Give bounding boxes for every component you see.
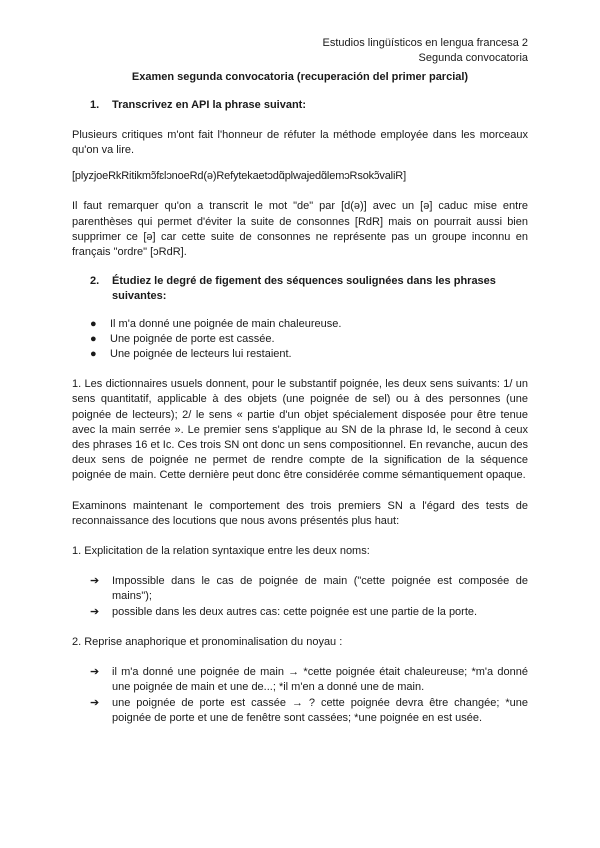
question-1-heading: [72, 98, 528, 113]
list-item: ● Une poignée de lecteurs lui restaient.: [90, 347, 528, 362]
list-item: ➔ il m'a donné une poignée de main → *cette poignée était chaleureuse; *m'a donné une poignée de main et une de...; *il m'en a donné une de main.: [90, 665, 528, 695]
test-1-heading: 1. Explicitation de la relation syntaxique entre les deux noms:: [72, 545, 370, 558]
question-1-sentence: Plusieurs critiques m'ont fait l'honneur de réfuter la méthode employée dans les morceaux qu'on va lire.: [72, 128, 528, 157]
list-item: ● Il m'a donné une poignée de main chaleureuse.: [90, 317, 528, 332]
arrow-icon: ➔: [90, 605, 100, 618]
question-2-heading: [72, 274, 528, 304]
ipa-transcription: [plyzjoeRkRitikmɔ̃fɛlɔnoeRd(ə)Refytekaetɔdɑ̃plwajedɑ̃lemɔRsokɔ̃valiR]: [72, 170, 406, 183]
list-item: ➔ Impossible dans le cas de poignée de main ("cette poignée est composée de mains");: [90, 574, 528, 604]
bullet-icon: ●: [90, 348, 97, 361]
arrow-icon: ➔: [90, 696, 100, 709]
header-session: Segunda convocatoria: [418, 52, 528, 65]
question-2-number: 2.: [90, 275, 100, 288]
list-item: ● Une poignée de porte est cassée.: [90, 332, 528, 347]
transcription-note: Il faut remarquer qu'on a transcrit le mot "de" par [d(ə)] avec un [ə] caduc mise entre parenthèses qui permet d'éviter la suite de consonnes [RdR] mais on pourrait aussi bien supprimer ce [ə] car cette suite de consonnes ne représente pas un groupe inconnu en français "ordre" [ɔRdR].: [72, 200, 528, 259]
test-2-heading: 2. Reprise anaphorique et pronominalisation du noyau :: [72, 635, 343, 648]
bullet-icon: ●: [90, 317, 97, 330]
test-2-results: [72, 665, 528, 726]
answer-paragraph-1: 1. Les dictionnaires usuels donnent, pour le substantif poignée, les deux sens suivants: 1/ un sens quantitatif, applicable à des objets (une poignée de sel) ou à des personnes (une poignée de lecteurs); 2/ le sens « partie d'un objet spécialement disposée pour être tenue avec la main serrée ». Le premier sens s'applique au SN de la phrase Id, le second à ceux des phrases 16 et Ic. Ces trois SN ont donc un sens compositionnel. En revanche, aucun des deux sens de poignée ne permet de rendre compte de la signification de la séquence poignée de main. Cette dernière peut donc être considérée comme sémantiquement opaque.: [72, 378, 528, 482]
header-course: Estudios lingüísticos en lengua francesa 2: [322, 37, 528, 49]
answer-paragraph-2: Examinons maintenant le comportement des trois premiers SN a l'égard des tests de reconnaissance des locutions que nous avons présentés plus haut:: [72, 499, 528, 527]
question-2-text: Étudiez le degré de figement des séquences soulignées dans les phrases suivantes:: [112, 275, 496, 303]
question-1-number: 1.: [90, 98, 100, 111]
list-item: ➔ possible dans les deux autres cas: cette poignée est une partie de la porte.: [90, 605, 528, 620]
test-1-results: [72, 574, 528, 620]
page-header: [72, 36, 528, 66]
list-item: ➔ une poignée de porte est cassée → ? cette poignée devra être changée; *une poignée de porte et une de fenêtre sont cassées; *une poignée en est usée.: [90, 696, 528, 726]
arrow-icon: ➔: [90, 666, 100, 679]
exam-title: Examen segunda convocatoria (recuperación del primer parcial): [131, 71, 469, 84]
bullet-icon: ●: [90, 332, 97, 345]
question-1-text: Transcrivez en API la phrase suivant:: [112, 98, 307, 111]
example-sentences: [72, 317, 528, 363]
arrow-icon: ➔: [90, 575, 100, 588]
